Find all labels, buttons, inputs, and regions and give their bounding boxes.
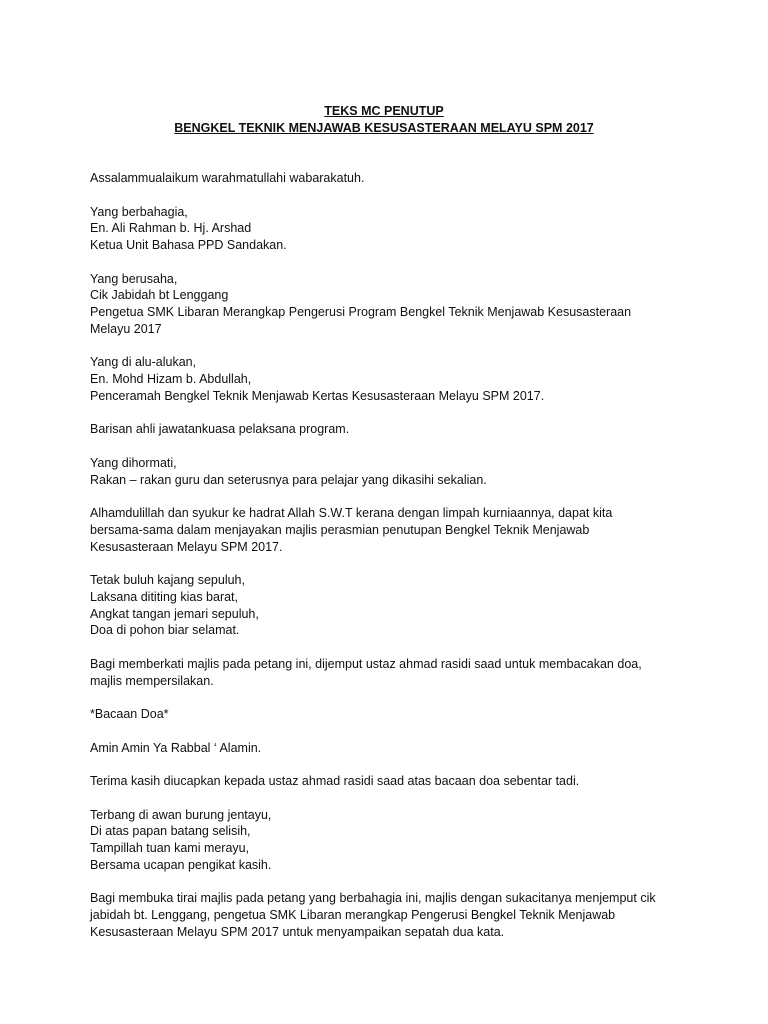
paragraph <box>90 773 690 790</box>
document-body <box>90 170 690 957</box>
paragraph <box>90 170 690 187</box>
text-line: Bersama ucapan pengikat kasih. <box>90 857 272 872</box>
text-line: Tetak buluh kajang sepuluh, <box>90 573 245 587</box>
text-line: bersama-sama dalam menjayakan majlis perasmian penutupan Bengkel Teknik Menjawab <box>90 522 590 537</box>
text-line: Penceramah Bengkel Teknik Menjawab Kertas Kesusasteraan Melayu SPM 2017. <box>90 388 545 403</box>
text-line: Barisan ahli jawatankuasa pelaksana program. <box>90 422 350 437</box>
paragraph <box>90 740 690 757</box>
text-line: Kesusasteraan Melayu SPM 2017. <box>90 539 283 554</box>
paragraph <box>90 807 690 874</box>
text-line: Angkat tangan jemari sepuluh, <box>90 606 259 621</box>
text-line: Alhamdulillah dan syukur ke hadrat Allah S.W.T kerana dengan limpah kurniaannya, dapat kita <box>90 506 613 520</box>
text-line: Yang di alu-alukan, <box>90 355 197 370</box>
text-line: Amin Amin Ya Rabbal ‘ Alamin. <box>90 740 262 755</box>
text-line: *Bacaan Doa* <box>90 707 169 721</box>
text-line: Kesusasteraan Melayu SPM 2017 untuk menyampaikan sepatah dua kata. <box>90 924 505 939</box>
paragraph <box>90 505 690 555</box>
text-line: jabidah bt. Lenggang, pengetua SMK Libaran merangkap Pengerusi Bengkel Teknik Menjawab <box>90 908 616 922</box>
paragraph <box>90 656 690 690</box>
text-line: Rakan – rakan guru dan seterusnya para pelajar yang dikasihi sekalian. <box>90 472 487 487</box>
paragraph <box>90 354 690 404</box>
paragraph <box>90 706 690 723</box>
text-line: Yang berusaha, <box>90 271 178 286</box>
text-line: Bagi memberkati majlis pada petang ini, dijemput ustaz ahmad rasidi saad untuk membacakan doa, <box>90 656 642 671</box>
text-line: En. Mohd Hizam b. Abdullah, <box>90 372 252 386</box>
text-line: Pengetua SMK Libaran Merangkap Pengerusi Program Bengkel Teknik Menjawab Kesusasteraan <box>90 305 632 319</box>
text-line: Di atas papan batang selisih, <box>90 824 251 839</box>
text-line: Assalammualaikum warahmatullahi wabarakatuh. <box>90 171 365 185</box>
paragraph <box>90 271 690 338</box>
text-line: Tampillah tuan kami merayu, <box>90 841 250 855</box>
text-line: Terima kasih diucapkan kepada ustaz ahmad rasidi saad atas bacaan doa sebentar tadi. <box>90 774 580 788</box>
text-line: majlis mempersilakan. <box>90 673 214 688</box>
text-line: Terbang di awan burung jentayu, <box>90 807 272 822</box>
text-line: Cik Jabidah bt Lenggang <box>90 288 229 303</box>
text-line: Laksana dititing kias barat, <box>90 589 239 604</box>
document-subtitle: BENGKEL TEKNIK MENJAWAB KESUSASTERAAN MELAYU SPM 2017 <box>174 121 594 135</box>
text-line: Melayu 2017 <box>90 321 162 336</box>
text-line: Yang berbahagia, <box>90 204 188 219</box>
paragraph <box>90 890 690 940</box>
paragraph <box>90 455 690 489</box>
text-line: Doa di pohon biar selamat. <box>90 623 240 638</box>
paragraph <box>90 204 690 254</box>
paragraph <box>90 572 690 639</box>
text-line: Yang dihormati, <box>90 455 177 470</box>
paragraph <box>90 421 690 438</box>
document-title: TEKS MC PENUTUP <box>324 104 444 118</box>
text-line: Bagi membuka tirai majlis pada petang yang berbahagia ini, majlis dengan sukacitanya menjemput cik <box>90 891 656 906</box>
text-line: Ketua Unit Bahasa PPD Sandakan. <box>90 238 287 252</box>
text-line: En. Ali Rahman b. Hj. Arshad <box>90 221 252 236</box>
